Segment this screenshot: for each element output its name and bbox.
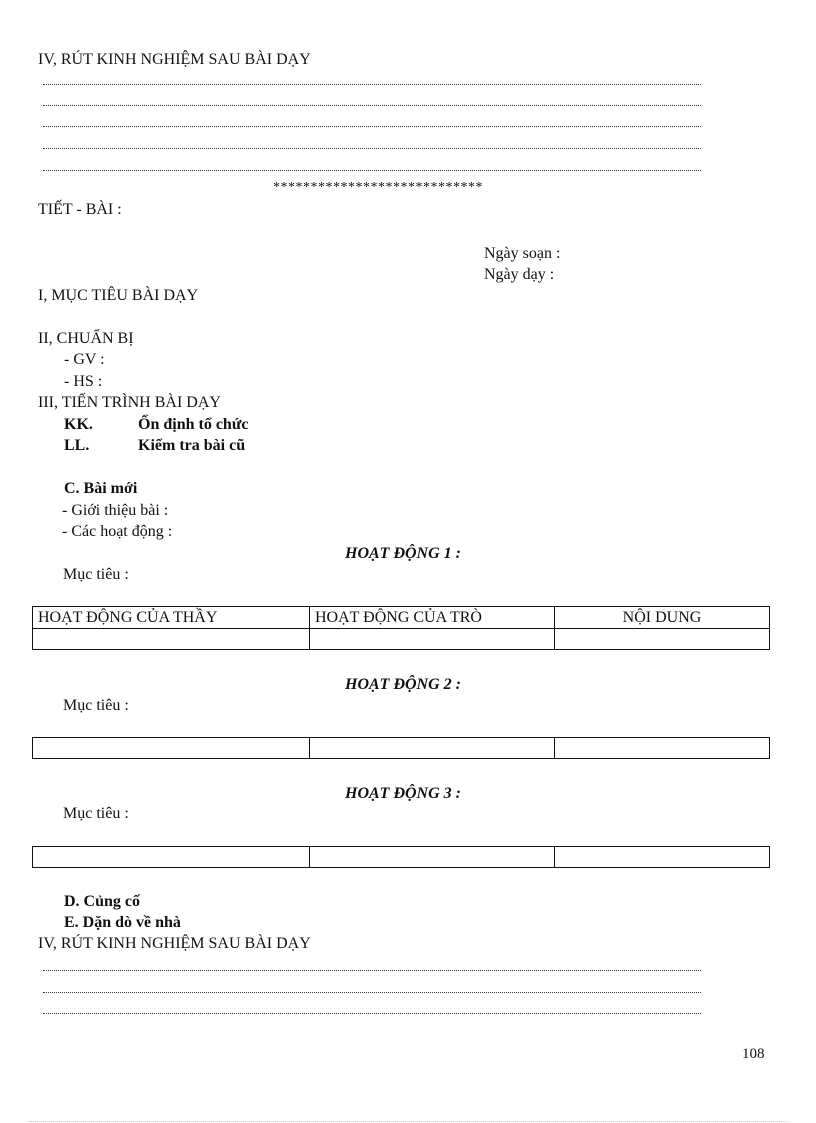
table-cell xyxy=(555,629,770,650)
table-cell xyxy=(33,847,310,868)
dotted-line xyxy=(43,84,701,85)
date-prep: Ngày soạn : xyxy=(484,245,561,262)
lesson-header: TIẾT - BÀI : xyxy=(38,201,122,218)
activity-1-title: HOẠT ĐỘNG 1 : xyxy=(345,545,461,562)
activity-2-table xyxy=(32,737,770,759)
dotted-line xyxy=(43,126,701,127)
step-text-kk: Ổn định tổ chức xyxy=(138,416,249,433)
header-teacher: HOẠT ĐỘNG CỦA THẦY xyxy=(33,607,310,629)
table-row xyxy=(33,738,770,759)
section-3-title: III, TIẾN TRÌNH BÀI DẠY xyxy=(38,394,221,411)
activity-1-table xyxy=(32,606,770,650)
table-cell xyxy=(310,629,555,650)
dotted-line xyxy=(43,970,701,971)
page-number: 108 xyxy=(742,1046,765,1062)
section-4-title-bottom: IV, RÚT KINH NGHIỆM SAU BÀI DẠY xyxy=(38,935,311,952)
table-cell xyxy=(33,629,310,650)
step-text-ll: Kiểm tra bài cũ xyxy=(138,437,246,454)
table-cell xyxy=(555,847,770,868)
separator: **************************** xyxy=(273,180,483,195)
dotted-line xyxy=(43,148,701,149)
page-bottom-border xyxy=(28,1121,788,1122)
dotted-line xyxy=(43,105,701,106)
table-header-row xyxy=(33,607,770,629)
activity-3-title: HOẠT ĐỘNG 3 : xyxy=(345,785,461,802)
activity-3-objective: Mục tiêu : xyxy=(63,805,129,822)
date-teach: Ngày dạy : xyxy=(484,266,555,283)
table-cell xyxy=(555,738,770,759)
dotted-line xyxy=(43,170,701,171)
table-cell xyxy=(33,738,310,759)
new-lesson-title: C. Bài mới xyxy=(64,480,138,497)
step-label-kk: KK. xyxy=(64,416,93,433)
activities-label: - Các hoạt động : xyxy=(62,523,173,540)
section-4-title-top: IV, RÚT KINH NGHIỆM SAU BÀI DẠY xyxy=(38,51,311,68)
table-cell xyxy=(310,738,555,759)
activity-1-objective: Mục tiêu : xyxy=(63,566,129,583)
header-content: NỘI DUNG xyxy=(555,607,770,629)
section-2-title: II, CHUẨN BỊ xyxy=(38,330,134,347)
consolidate: D. Củng cố xyxy=(64,893,141,910)
section-1-title: I, MỤC TIÊU BÀI DẠY xyxy=(38,287,199,304)
dotted-line xyxy=(43,1013,701,1014)
header-student: HOẠT ĐỘNG CỦA TRÒ xyxy=(310,607,555,629)
prep-item-gv: - GV : xyxy=(64,351,105,368)
dotted-line xyxy=(43,992,701,993)
table-cell xyxy=(310,847,555,868)
table-row xyxy=(33,847,770,868)
homework: E. Dặn dò về nhà xyxy=(64,914,181,931)
step-label-ll: LL. xyxy=(64,437,90,454)
table-row xyxy=(33,629,770,650)
activity-2-title: HOẠT ĐỘNG 2 : xyxy=(345,676,461,693)
activity-3-table xyxy=(32,846,770,868)
prep-item-hs: - HS : xyxy=(64,373,103,390)
activity-2-objective: Mục tiêu : xyxy=(63,697,129,714)
intro-label: - Giới thiệu bài : xyxy=(62,502,169,519)
